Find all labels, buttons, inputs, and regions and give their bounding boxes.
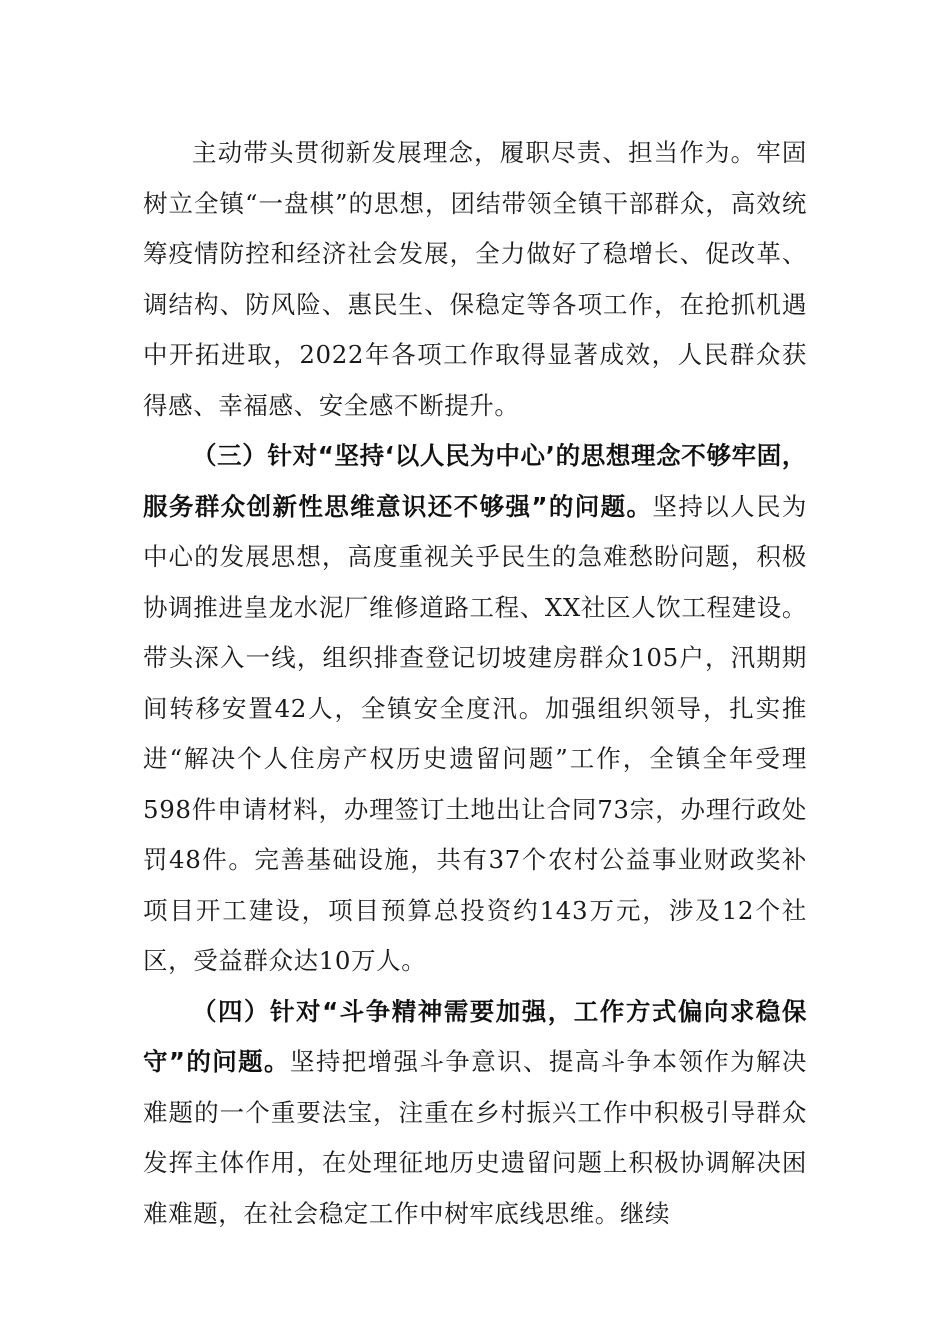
paragraph-1 <box>143 128 807 431</box>
paragraph-2-heading: （三）针对“坚持‘以人民为中心’的思想理念不够牢固，服务群众创新性思维意识还不够强”的问题。 <box>143 441 807 521</box>
paragraph-2 <box>143 431 807 987</box>
paragraph-2-text: 坚持以人民为中心的发展思想，高度重视关乎民生的急难愁盼问题，积极协调推进皇龙水泥厂维修道路工程、XX社区人饮工程建设。带头深入一线，组织排查登记切坡建房群众105户，汛期期间转移安置42人，全镇安全度汛。加强组织领导，扎实推进“解决个人住房产权历史遗留问题”工作，全镇全年受理598件申请材料，办理签订土地出让合同73宗，办理行政处罚48件。完善基础设施，共有37个农村公益事业财政奖补项目开工建设，项目预算总投资约143万元，涉及12个社区，受益群众达10万人。 <box>143 491 807 975</box>
paragraph-3-heading: （四）针对“斗争精神需要加强，工作方式偏向求稳保守”的问题。 <box>143 996 807 1076</box>
document-body <box>143 128 807 1239</box>
paragraph-3-text: 坚持把增强斗争意识、提高斗争本领作为解决难题的一个重要法宝，注重在乡村振兴工作中积极引导群众发挥主体作用，在处理征地历史遗留问题上积极协调解决困难难题，在社会稳定工作中树牢底线思维。继续 <box>143 1047 807 1228</box>
paragraph-3 <box>143 987 807 1240</box>
paragraph-1-text: 主动带头贯彻新发展理念，履职尽责、担当作为。牢固树立全镇“一盘棋”的思想，团结带领全镇干部群众，高效统筹疫情防控和经济社会发展，全力做好了稳增长、促改革、调结构、防风险、惠民生、保稳定等各项工作，在抢抓机遇中开拓进取，2022年各项工作取得显著成效，人民群众获得感、幸福感、安全感不断提升。 <box>143 138 807 420</box>
